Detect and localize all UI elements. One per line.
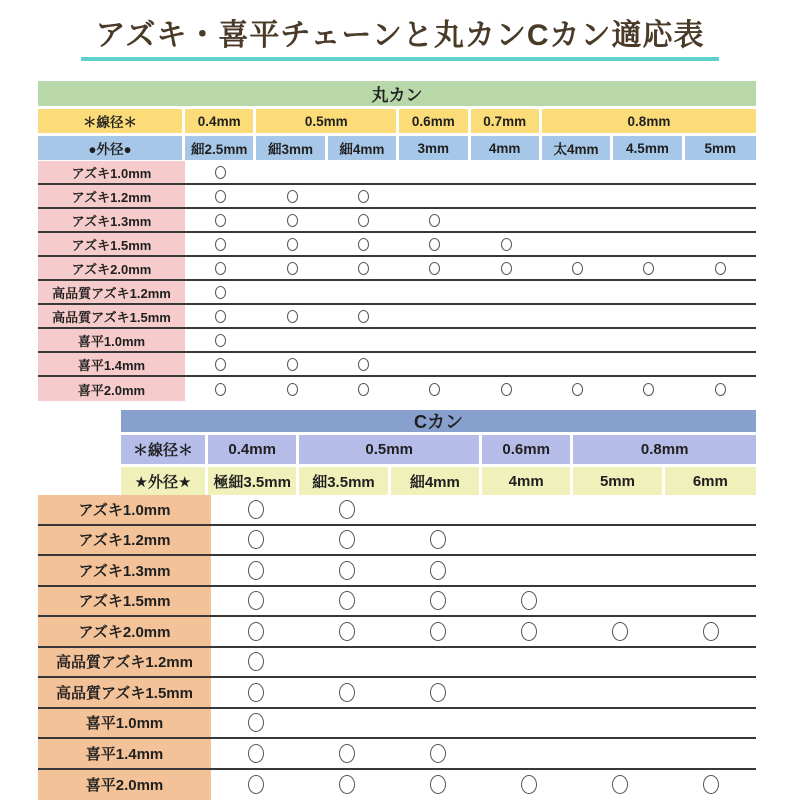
mark-cell	[328, 305, 399, 327]
mark-cell	[574, 526, 665, 555]
circle-mark	[248, 530, 264, 549]
mark-cell	[328, 233, 399, 255]
mark-cell	[484, 648, 575, 677]
circle-mark	[501, 383, 512, 396]
circle-mark	[430, 591, 446, 610]
mark-cell	[542, 281, 613, 303]
mark-cell	[484, 617, 575, 646]
wire-diameter-header: ＊線径＊	[121, 435, 208, 464]
circle-mark	[248, 591, 264, 610]
mark-cell	[665, 556, 756, 585]
outer-diameter-value: 細2.5mm	[185, 136, 256, 160]
mark-cell	[685, 377, 756, 401]
circle-mark	[715, 383, 726, 396]
mark-cell	[256, 305, 327, 327]
mark-cell	[685, 305, 756, 327]
mark-cell	[484, 709, 575, 738]
mark-cell	[613, 305, 684, 327]
title-area	[0, 19, 800, 61]
mark-cell	[185, 353, 256, 375]
circle-mark	[358, 214, 369, 227]
mark-cell	[256, 377, 327, 401]
mark-cell	[399, 377, 470, 401]
mark-cell	[302, 770, 393, 800]
circle-mark	[215, 166, 226, 179]
circle-mark	[703, 775, 719, 794]
table-body	[38, 495, 756, 800]
circle-mark	[643, 383, 654, 396]
table-row	[38, 770, 756, 800]
row-label: 喜平2.0mm	[38, 377, 185, 401]
circle-mark	[215, 286, 226, 299]
mark-cell	[185, 305, 256, 327]
table-row	[38, 526, 756, 557]
mark-cell	[256, 281, 327, 303]
mark-cell	[613, 233, 684, 255]
mark-cell	[471, 233, 542, 255]
row-label: アズキ2.0mm	[38, 617, 211, 646]
circle-mark	[339, 683, 355, 702]
mark-cell	[484, 495, 575, 524]
mark-cell	[256, 161, 327, 183]
table-row	[38, 185, 756, 209]
circle-mark	[248, 500, 264, 519]
mark-cell	[399, 329, 470, 351]
mark-cell	[542, 377, 613, 401]
table-row	[38, 377, 756, 401]
outer-diameter-header: ★外径★	[121, 467, 208, 495]
mark-cell	[484, 587, 575, 616]
outer-diameter-value: 細3.5mm	[299, 467, 390, 495]
mark-cell	[328, 377, 399, 401]
circle-mark	[612, 622, 628, 641]
wire-diameter-row	[38, 109, 756, 133]
outer-diameter-value: 5mm	[573, 467, 664, 495]
mark-cell	[665, 587, 756, 616]
row-label: アズキ1.5mm	[38, 587, 211, 616]
circle-mark	[430, 561, 446, 580]
mark-cell	[685, 329, 756, 351]
circle-mark	[339, 744, 355, 763]
circle-mark	[501, 238, 512, 251]
row-label: アズキ1.2mm	[38, 526, 211, 555]
mark-cell	[393, 709, 484, 738]
table-row	[38, 257, 756, 281]
mark-cell	[542, 185, 613, 207]
row-label: 喜平1.0mm	[38, 329, 185, 351]
table-row	[38, 678, 756, 709]
circle-mark	[287, 310, 298, 323]
circle-mark	[612, 775, 628, 794]
table-row	[38, 709, 756, 740]
table-row	[38, 648, 756, 679]
circle-mark	[429, 262, 440, 275]
mark-cell	[302, 678, 393, 707]
mark-cell	[328, 281, 399, 303]
table-row	[38, 209, 756, 233]
outer-diameter-row	[38, 136, 756, 160]
mark-cell	[393, 678, 484, 707]
circle-mark	[215, 310, 226, 323]
mark-cell	[685, 233, 756, 255]
mark-cell	[211, 587, 302, 616]
mark-cell	[613, 185, 684, 207]
mark-cell	[211, 709, 302, 738]
mark-cell	[613, 161, 684, 183]
mark-cell	[393, 739, 484, 768]
mark-cell	[256, 233, 327, 255]
mark-cell	[665, 770, 756, 800]
mark-cell	[665, 617, 756, 646]
row-label: アズキ1.5mm	[38, 233, 185, 255]
mark-cell	[399, 305, 470, 327]
mark-cell	[574, 495, 665, 524]
mark-cell	[185, 185, 256, 207]
mark-cell	[328, 257, 399, 279]
circle-mark	[287, 383, 298, 396]
circle-mark	[248, 775, 264, 794]
mark-cell	[302, 648, 393, 677]
mark-cell	[665, 678, 756, 707]
outer-diameter-value: 4mm	[482, 467, 573, 495]
table-row	[38, 556, 756, 587]
mark-cell	[328, 161, 399, 183]
mark-cell	[328, 185, 399, 207]
circle-mark	[287, 238, 298, 251]
wire-diameter-value: 0.8mm	[542, 109, 756, 133]
mark-cell	[613, 281, 684, 303]
table-header	[121, 410, 756, 495]
wire-diameter-header: ＊線径＊	[38, 109, 185, 133]
circle-mark	[521, 622, 537, 641]
mark-cell	[185, 281, 256, 303]
mark-cell	[302, 709, 393, 738]
circle-mark	[430, 683, 446, 702]
mark-cell	[185, 257, 256, 279]
circle-mark	[215, 190, 226, 203]
mark-cell	[399, 281, 470, 303]
table-row	[38, 617, 756, 648]
row-label: 喜平2.0mm	[38, 770, 211, 800]
mark-cell	[685, 161, 756, 183]
mark-cell	[685, 257, 756, 279]
row-label: 高品質アズキ1.2mm	[38, 648, 211, 677]
outer-diameter-value: 細4mm	[391, 467, 482, 495]
table-body	[38, 161, 756, 401]
row-label: アズキ1.2mm	[38, 185, 185, 207]
wire-diameter-row	[121, 435, 756, 464]
outer-diameter-value: 4mm	[471, 136, 542, 160]
mark-cell	[574, 648, 665, 677]
mark-cell	[256, 209, 327, 231]
circle-mark	[287, 214, 298, 227]
mark-cell	[302, 739, 393, 768]
mark-cell	[613, 209, 684, 231]
mark-cell	[471, 161, 542, 183]
mark-cell	[685, 281, 756, 303]
circle-mark	[215, 383, 226, 396]
mark-cell	[471, 185, 542, 207]
mark-cell	[484, 526, 575, 555]
mark-cell	[211, 648, 302, 677]
mark-cell	[574, 678, 665, 707]
circle-mark	[287, 358, 298, 371]
table-title: Cカン	[121, 410, 756, 432]
circle-mark	[248, 713, 264, 732]
mark-cell	[185, 377, 256, 401]
table-title: 丸カン	[38, 81, 756, 106]
mark-cell	[685, 209, 756, 231]
circle-mark	[430, 775, 446, 794]
mark-cell	[471, 281, 542, 303]
mark-cell	[256, 185, 327, 207]
table-row	[38, 587, 756, 618]
wire-diameter-value: 0.4mm	[185, 109, 256, 133]
mark-cell	[328, 329, 399, 351]
mark-cell	[542, 329, 613, 351]
mark-cell	[302, 587, 393, 616]
mark-cell	[484, 678, 575, 707]
mark-cell	[393, 770, 484, 800]
circle-mark	[703, 622, 719, 641]
mark-cell	[185, 233, 256, 255]
page-title: アズキ・喜平チェーンと丸カンCカン適応表	[81, 19, 720, 61]
mark-cell	[665, 495, 756, 524]
outer-diameter-value: 細3mm	[256, 136, 327, 160]
mark-cell	[185, 161, 256, 183]
circle-mark	[358, 262, 369, 275]
mark-cell	[211, 495, 302, 524]
circle-mark	[248, 622, 264, 641]
mark-cell	[574, 587, 665, 616]
mark-cell	[471, 305, 542, 327]
mark-cell	[613, 353, 684, 375]
table-header	[38, 81, 756, 160]
table-row	[38, 739, 756, 770]
circle-mark	[248, 652, 264, 671]
mark-cell	[256, 353, 327, 375]
circle-mark	[429, 238, 440, 251]
wire-diameter-value: 0.6mm	[482, 435, 573, 464]
row-label: 高品質アズキ1.5mm	[38, 305, 185, 327]
mark-cell	[393, 526, 484, 555]
outer-diameter-value: 3mm	[399, 136, 470, 160]
mark-cell	[685, 353, 756, 375]
mark-cell	[574, 709, 665, 738]
row-label: 高品質アズキ1.2mm	[38, 281, 185, 303]
mark-cell	[484, 739, 575, 768]
mark-cell	[393, 587, 484, 616]
circle-mark	[358, 358, 369, 371]
mark-cell	[399, 209, 470, 231]
mark-cell	[399, 233, 470, 255]
row-label: 高品質アズキ1.5mm	[38, 678, 211, 707]
mark-cell	[256, 257, 327, 279]
mark-cell	[328, 209, 399, 231]
circle-mark	[572, 262, 583, 275]
mark-cell	[542, 353, 613, 375]
mark-cell	[393, 617, 484, 646]
circle-mark	[521, 775, 537, 794]
mark-cell	[328, 353, 399, 375]
table-row	[38, 161, 756, 185]
row-label: 喜平1.4mm	[38, 353, 185, 375]
mark-cell	[399, 353, 470, 375]
circle-mark	[339, 622, 355, 641]
circle-mark	[358, 310, 369, 323]
circle-mark	[287, 190, 298, 203]
circle-mark	[339, 500, 355, 519]
circle-mark	[643, 262, 654, 275]
circle-mark	[430, 530, 446, 549]
mark-cell	[685, 185, 756, 207]
table-row	[38, 281, 756, 305]
wire-diameter-value: 0.4mm	[208, 435, 299, 464]
circle-mark	[430, 744, 446, 763]
wire-diameter-value: 0.6mm	[399, 109, 470, 133]
mark-cell	[302, 526, 393, 555]
wire-diameter-value: 0.5mm	[299, 435, 482, 464]
outer-diameter-row	[121, 467, 756, 495]
mark-cell	[399, 161, 470, 183]
mark-cell	[542, 233, 613, 255]
wire-diameter-value: 0.7mm	[471, 109, 542, 133]
mark-cell	[665, 648, 756, 677]
wire-diameter-value: 0.8mm	[573, 435, 756, 464]
circle-mark	[215, 334, 226, 347]
circle-mark	[248, 561, 264, 580]
circle-mark	[248, 683, 264, 702]
mark-cell	[185, 329, 256, 351]
table-row	[38, 495, 756, 526]
outer-diameter-value: 5mm	[685, 136, 756, 160]
mark-cell	[399, 257, 470, 279]
circle-mark	[358, 238, 369, 251]
mark-cell	[471, 353, 542, 375]
mark-cell	[399, 185, 470, 207]
mark-cell	[471, 257, 542, 279]
outer-diameter-value: 細4mm	[328, 136, 399, 160]
circle-mark	[572, 383, 583, 396]
outer-diameter-header: ●外径●	[38, 136, 185, 160]
mark-cell	[613, 257, 684, 279]
circle-mark	[358, 190, 369, 203]
mark-cell	[574, 739, 665, 768]
mark-cell	[665, 739, 756, 768]
circle-mark	[339, 775, 355, 794]
row-label: アズキ1.0mm	[38, 161, 185, 183]
outer-diameter-value: 太4mm	[542, 136, 613, 160]
row-label: アズキ1.0mm	[38, 495, 211, 524]
circle-mark	[287, 262, 298, 275]
circle-mark	[501, 262, 512, 275]
wire-diameter-value: 0.5mm	[256, 109, 399, 133]
circle-mark	[521, 591, 537, 610]
circle-mark	[429, 383, 440, 396]
table-row	[38, 329, 756, 353]
mark-cell	[542, 161, 613, 183]
row-label: 喜平1.0mm	[38, 709, 211, 738]
mark-cell	[211, 739, 302, 768]
mark-cell	[211, 556, 302, 585]
mark-cell	[302, 617, 393, 646]
table-row	[38, 233, 756, 257]
mark-cell	[211, 678, 302, 707]
mark-cell	[542, 305, 613, 327]
outer-diameter-value: 4.5mm	[613, 136, 684, 160]
circle-mark	[429, 214, 440, 227]
mark-cell	[484, 556, 575, 585]
mark-cell	[665, 709, 756, 738]
mark-cell	[574, 617, 665, 646]
mark-cell	[185, 209, 256, 231]
row-label: 喜平1.4mm	[38, 739, 211, 768]
table-row	[38, 353, 756, 377]
mark-cell	[484, 770, 575, 800]
circle-mark	[358, 383, 369, 396]
row-label: アズキ1.3mm	[38, 209, 185, 231]
mark-cell	[471, 209, 542, 231]
row-label: アズキ1.3mm	[38, 556, 211, 585]
mark-cell	[211, 617, 302, 646]
mark-cell	[613, 329, 684, 351]
mark-cell	[211, 526, 302, 555]
mark-cell	[211, 770, 302, 800]
circle-mark	[215, 262, 226, 275]
mark-cell	[574, 556, 665, 585]
outer-diameter-value: 6mm	[665, 467, 756, 495]
outer-diameter-value: 極細3.5mm	[208, 467, 299, 495]
row-label: アズキ2.0mm	[38, 257, 185, 279]
mark-cell	[302, 495, 393, 524]
mark-cell	[393, 495, 484, 524]
circle-mark	[215, 358, 226, 371]
mark-cell	[542, 209, 613, 231]
mark-cell	[393, 648, 484, 677]
circle-mark	[430, 622, 446, 641]
circle-mark	[339, 561, 355, 580]
mark-cell	[613, 377, 684, 401]
circle-mark	[339, 591, 355, 610]
circle-mark	[215, 238, 226, 251]
mark-cell	[393, 556, 484, 585]
table-row	[38, 305, 756, 329]
mark-cell	[471, 377, 542, 401]
mark-cell	[665, 526, 756, 555]
circle-mark	[248, 744, 264, 763]
circle-mark	[715, 262, 726, 275]
mark-cell	[574, 770, 665, 800]
mark-cell	[256, 329, 327, 351]
mark-cell	[302, 556, 393, 585]
circle-mark	[339, 530, 355, 549]
mark-cell	[542, 257, 613, 279]
circle-mark	[215, 214, 226, 227]
mark-cell	[471, 329, 542, 351]
